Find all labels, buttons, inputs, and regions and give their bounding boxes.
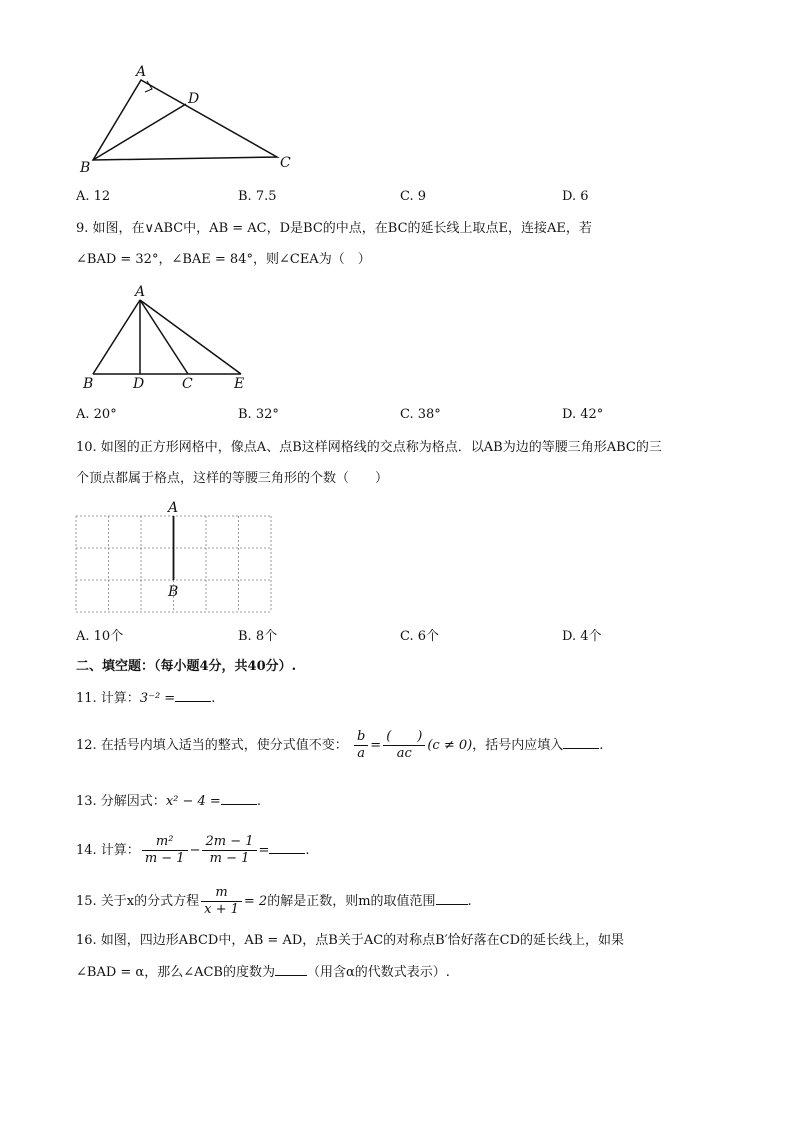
q11-answer-blank[interactable] — [175, 688, 211, 702]
q12-end: . — [599, 738, 604, 753]
q10-text-line2: 个顶点都属于格点，这样的等腰三角形的个数（ ） — [76, 471, 389, 486]
q14-line — [76, 833, 310, 869]
label-A: A — [135, 284, 146, 300]
q14-minus: − — [189, 843, 201, 858]
q14-frac2-den: m − 1 — [209, 851, 250, 866]
label-D: D — [133, 376, 145, 392]
q9-option-a[interactable]: A. 20° — [76, 407, 117, 422]
q16-line2 — [76, 962, 450, 982]
q10-option-d[interactable]: D. 4个 — [562, 629, 602, 644]
q16-line2b: （用含α的代数式表示）. — [306, 965, 450, 980]
q14-suffix: . — [305, 843, 310, 858]
q15-answer-blank[interactable] — [436, 891, 468, 905]
q8-triangle-figure — [70, 60, 310, 180]
q12-frac1-num: b — [354, 729, 368, 746]
label-C: C — [280, 155, 291, 171]
q13-suffix: . — [256, 794, 261, 809]
q15-suffix: 的解是正数，则m的取值范围 — [267, 894, 436, 909]
q8-option-c[interactable]: C. 9 — [400, 189, 427, 204]
q12-frac2-den: ac — [396, 746, 412, 761]
q14-frac1-den: m − 1 — [144, 851, 185, 866]
q10-grid-figure — [74, 498, 284, 623]
q9-text-line1: 9. 如图，在∨ABC中，AB = AC，D是BC的中点，在BC的延长线上取点E，连接AE，若 — [76, 221, 592, 236]
q12-frac2-num[interactable]: ( ) — [383, 729, 425, 746]
q15-frac-num: m — [201, 885, 242, 902]
label-D: D — [188, 91, 200, 107]
q12-line — [76, 728, 603, 764]
q11-line — [76, 688, 215, 708]
q10-option-a[interactable]: A. 10个 — [76, 629, 124, 644]
q13-expr: x² − 4 = — [165, 794, 221, 809]
q11-suffix: . — [211, 691, 216, 706]
q12-suffix: ，括号内应填入 — [472, 738, 564, 753]
q15-line — [76, 884, 472, 920]
q9-option-d[interactable]: D. 42° — [562, 407, 604, 422]
label-B: B — [80, 160, 91, 176]
q14-frac2-num: 2m − 1 — [202, 834, 256, 851]
q15-end: . — [467, 894, 472, 909]
section-2-title: 二、填空题：（每小题4分，共40分）. — [76, 659, 297, 674]
q14-prefix: 14. 计算： — [76, 843, 140, 858]
label-B: B — [168, 584, 179, 600]
q10-option-b[interactable]: B. 8个 — [238, 629, 278, 644]
q8-option-a[interactable]: A. 12 — [76, 189, 111, 204]
q10-option-c[interactable]: C. 6个 — [400, 629, 440, 644]
q12-condition: (c ≠ 0) — [427, 738, 473, 753]
q16-answer-blank[interactable] — [275, 962, 307, 976]
label-A: A — [168, 500, 179, 516]
q12-prefix: 12. 在括号内填入适当的整式，使分式值不变： — [76, 738, 348, 753]
q9-option-c[interactable]: C. 38° — [400, 407, 441, 422]
q13-line — [76, 791, 261, 811]
q15-frac-den: x + 1 — [204, 902, 239, 917]
q12-fraction-2 — [383, 729, 425, 762]
q8-option-d[interactable]: D. 6 — [562, 189, 589, 204]
q11-prefix: 11. 计算： — [76, 691, 140, 706]
q16-text-line1: 16. 如图，四边形ABCD中，AB = AD，点B关于AC的对称点B′恰好落在CD的延长线上，如果 — [76, 933, 625, 948]
q12-frac1-den: a — [357, 746, 365, 761]
q9-text-line2: ∠BAD = 32°，∠BAE = 84°，则∠CEA为（ ） — [76, 252, 371, 267]
q10-text-line1: 10. 如图的正方形网格中，像点A、点B这样网格线的交点称为格点．以AB为边的等腰三角形ABC的三 — [76, 440, 662, 455]
q12-fraction-1 — [354, 729, 368, 762]
q14-answer-blank[interactable] — [269, 840, 305, 854]
q13-answer-blank[interactable] — [221, 791, 257, 805]
q12-answer-blank[interactable] — [563, 735, 599, 749]
q14-frac1-num: m² — [142, 834, 188, 851]
label-B: B — [83, 376, 94, 392]
q12-eq: = — [370, 738, 382, 753]
q15-prefix: 15. 关于x的分式方程 — [76, 894, 200, 909]
q14-eq: = — [258, 843, 270, 858]
q15-eq: = 2 — [243, 894, 268, 909]
q9-option-b[interactable]: B. 32° — [238, 407, 279, 422]
q16-line2a: ∠BAD = α，那么∠ACB的度数为 — [76, 965, 275, 980]
q15-fraction — [201, 885, 242, 918]
q14-fraction-1 — [142, 834, 188, 867]
q13-prefix: 13. 分解因式： — [76, 794, 166, 809]
label-E: E — [234, 376, 245, 392]
q9-triangle-figure — [76, 282, 276, 392]
q14-fraction-2 — [202, 834, 256, 867]
q11-expr: 3⁻² = — [139, 691, 176, 706]
q8-option-b[interactable]: B. 7.5 — [238, 189, 277, 204]
label-A: A — [136, 64, 147, 80]
label-C: C — [182, 376, 193, 392]
